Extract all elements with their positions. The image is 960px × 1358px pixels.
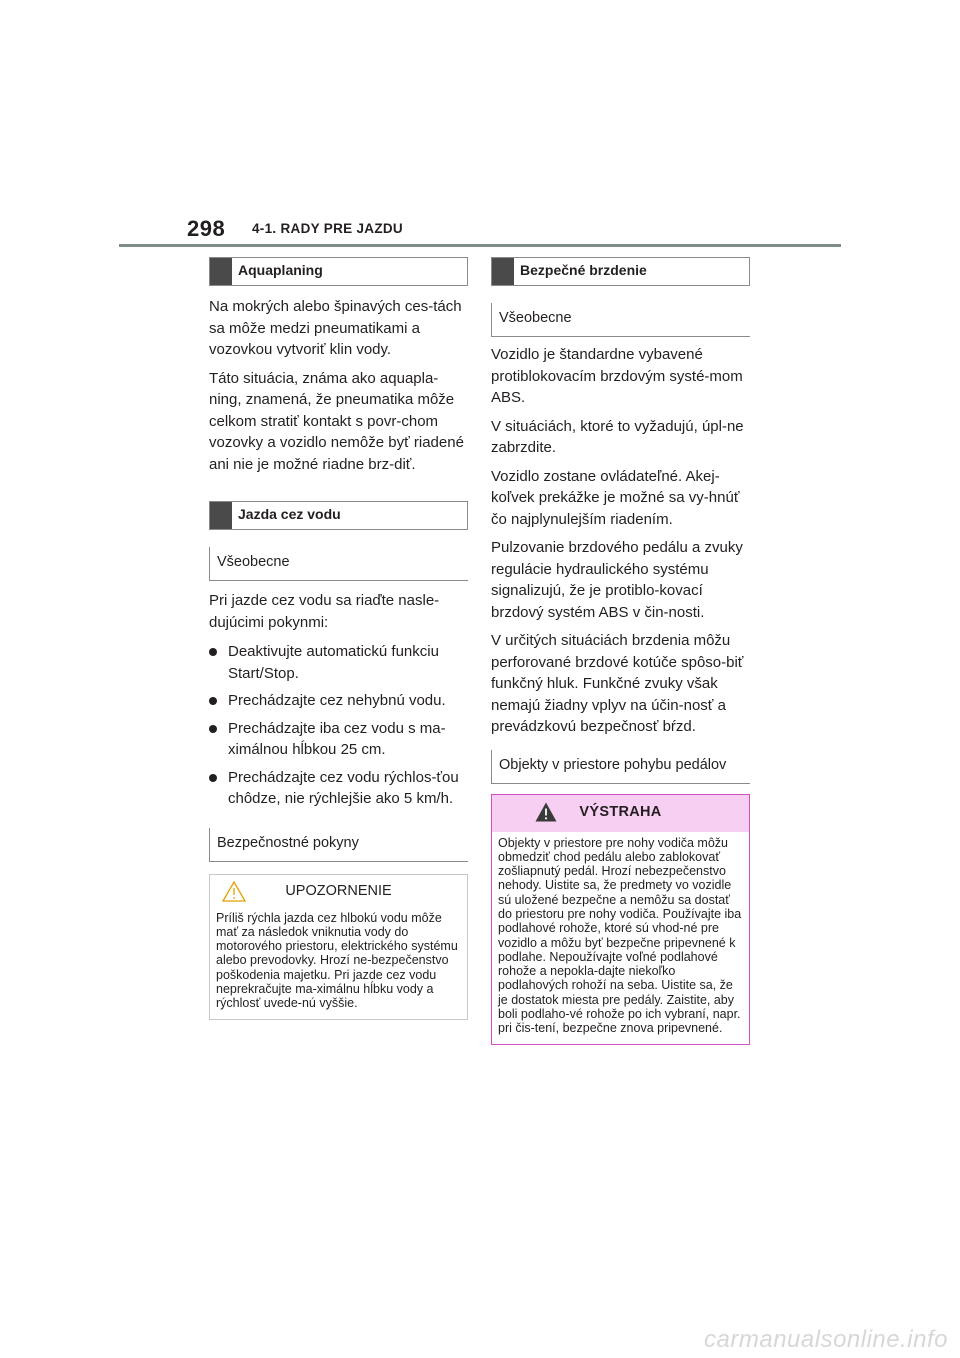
aquaplaning-text: [209, 296, 468, 475]
paragraph: Táto situácia, známa ako aquapla-ning, znamená, že pneumatika môže celkom stratiť kontakt s povr-chom vozovky a vozidlo nemôže byť riadené ani nie je možné riadne brz-diť.: [209, 369, 464, 473]
left-column: [209, 257, 468, 1020]
aquaplaning-heading: [209, 257, 468, 286]
list-item: [209, 767, 468, 810]
heading-marker: [492, 258, 514, 285]
water-heading-text: Jazda cez vodu: [238, 506, 341, 522]
braking-subheading: [491, 303, 750, 337]
bullet-icon: [209, 774, 217, 782]
bullet-icon: [209, 648, 217, 656]
water-intro: [209, 590, 468, 633]
list-item-text: Deaktivujte automatickú funkciu Start/Stop.: [228, 643, 439, 682]
warning-text: Objekty v priestore pre nohy vodiča môžu obmedziť chod pedálu alebo zablokovať zošliapnutý pedál. Hrozí nebezpečenstvo nehody. Uistite sa, že predmety vo vozidle sú uložené bezpečne a nemôžu sa dostať do priestoru pre nohy vodiča. Používajte iba podlahové rohože, ktoré sú vhod-né pre vozidlo a môžu byť bezpečne pripevnené k podlahe. Nepoužívajte voľné podlahové rohože a nepokla-dajte niekoľko podlahových rohoží na seba. Uistite sa, že je dostatok miesta pre pedály. Zaistite, aby boli podlaho-vé rohože po ich vybraní, napr. pri čis-tení, bezpečne znova pripevnené.: [492, 832, 749, 1044]
safety-subheading: [209, 828, 468, 862]
list-item-text: Prechádzajte iba cez vodu s ma-ximálnou hĺbkou 25 cm.: [228, 719, 446, 758]
paragraph: Pulzovanie brzdového pedálu a zvuky regulácie hydraulického systému signalizujú, že je protiblo-kovací brzdový systém ABS v čin-nosti.: [491, 539, 743, 621]
header-divider: [119, 244, 841, 247]
warning-box: [491, 794, 750, 1045]
caution-triangle-icon: [222, 881, 246, 902]
notice-title: UPOZORNENIE: [285, 882, 392, 899]
paragraph: Vozidlo je štandardne vybavené protiblokovacím brzdovým systé-mom ABS.: [491, 346, 743, 406]
pedals-subheading-text: Objekty v priestore pohybu pedálov: [499, 756, 727, 773]
water-heading: [209, 501, 468, 530]
water-instructions-list: [209, 641, 468, 810]
braking-heading-text: Bezpečné brzdenie: [520, 262, 647, 278]
right-column: [491, 257, 750, 1045]
water-subheading: [209, 547, 468, 581]
bullet-icon: [209, 697, 217, 705]
notice-text: Príliš rýchla jazda cez hlbokú vodu môže mať za následok vniknutia vody do motorového priestoru, elektrického systému alebo prevodovky. Hrozí ne-bezpečenstvo poškodenia majetku. Pri jazde cez vodu neprekračujte ma-ximálnu hĺbku vody a rýchlosť uvede-nú vyššie.: [216, 910, 458, 1011]
pedals-subheading: [491, 750, 750, 784]
bullet-icon: [209, 725, 217, 733]
paragraph: Pri jazde cez vodu sa riaďte nasle-dujúcimi pokynmi:: [209, 592, 440, 631]
paragraph: Na mokrých alebo špinavých ces-tách sa môže medzi pneumatikami a vozovkou vytvoriť klin vody.: [209, 298, 462, 358]
list-item: [209, 690, 468, 712]
paragraph: Vozidlo zostane ovládateľné. Akej-koľvek prekážke je možné sa vy-hnúť čo najplynulejším riadením.: [491, 467, 740, 528]
water-subheading-text: Všeobecne: [217, 554, 290, 570]
heading-marker: [210, 502, 232, 529]
page-number: 298: [187, 216, 226, 241]
notice-box: [209, 874, 468, 1020]
aquaplaning-heading-text: Aquaplaning: [238, 262, 323, 278]
heading-marker: [210, 258, 232, 285]
warning-title: VÝSTRAHA: [579, 803, 662, 820]
safety-subheading-text: Bezpečnostné pokyny: [217, 834, 359, 851]
braking-subheading-text: Všeobecne: [499, 310, 572, 326]
braking-text: [491, 344, 750, 738]
warning-triangle-icon: [535, 802, 557, 822]
braking-heading: [491, 257, 750, 286]
list-item: [209, 718, 468, 761]
watermark: carmanualsonline.info: [704, 1326, 948, 1353]
paragraph: V určitých situáciách brzdenia môžu perforované brzdové kotúče spôso-biť funkčný hluk. Funkčné zvuky však nemajú žiadny vplyv na účin-nosť a prevádzkovú bezpečnosť bŕzd.: [491, 632, 744, 735]
list-item: [209, 641, 468, 684]
section-title: 4-1. RADY PRE JAZDU: [252, 221, 403, 236]
list-item-text: Prechádzajte cez nehybnú vodu.: [228, 692, 446, 709]
paragraph: V situáciách, ktoré to vyžadujú, úpl-ne zabrzdite.: [491, 417, 744, 456]
list-item-text: Prechádzajte cez vodu rýchlos-ťou chôdze, nie rýchlejšie ako 5 km/h.: [228, 768, 459, 807]
